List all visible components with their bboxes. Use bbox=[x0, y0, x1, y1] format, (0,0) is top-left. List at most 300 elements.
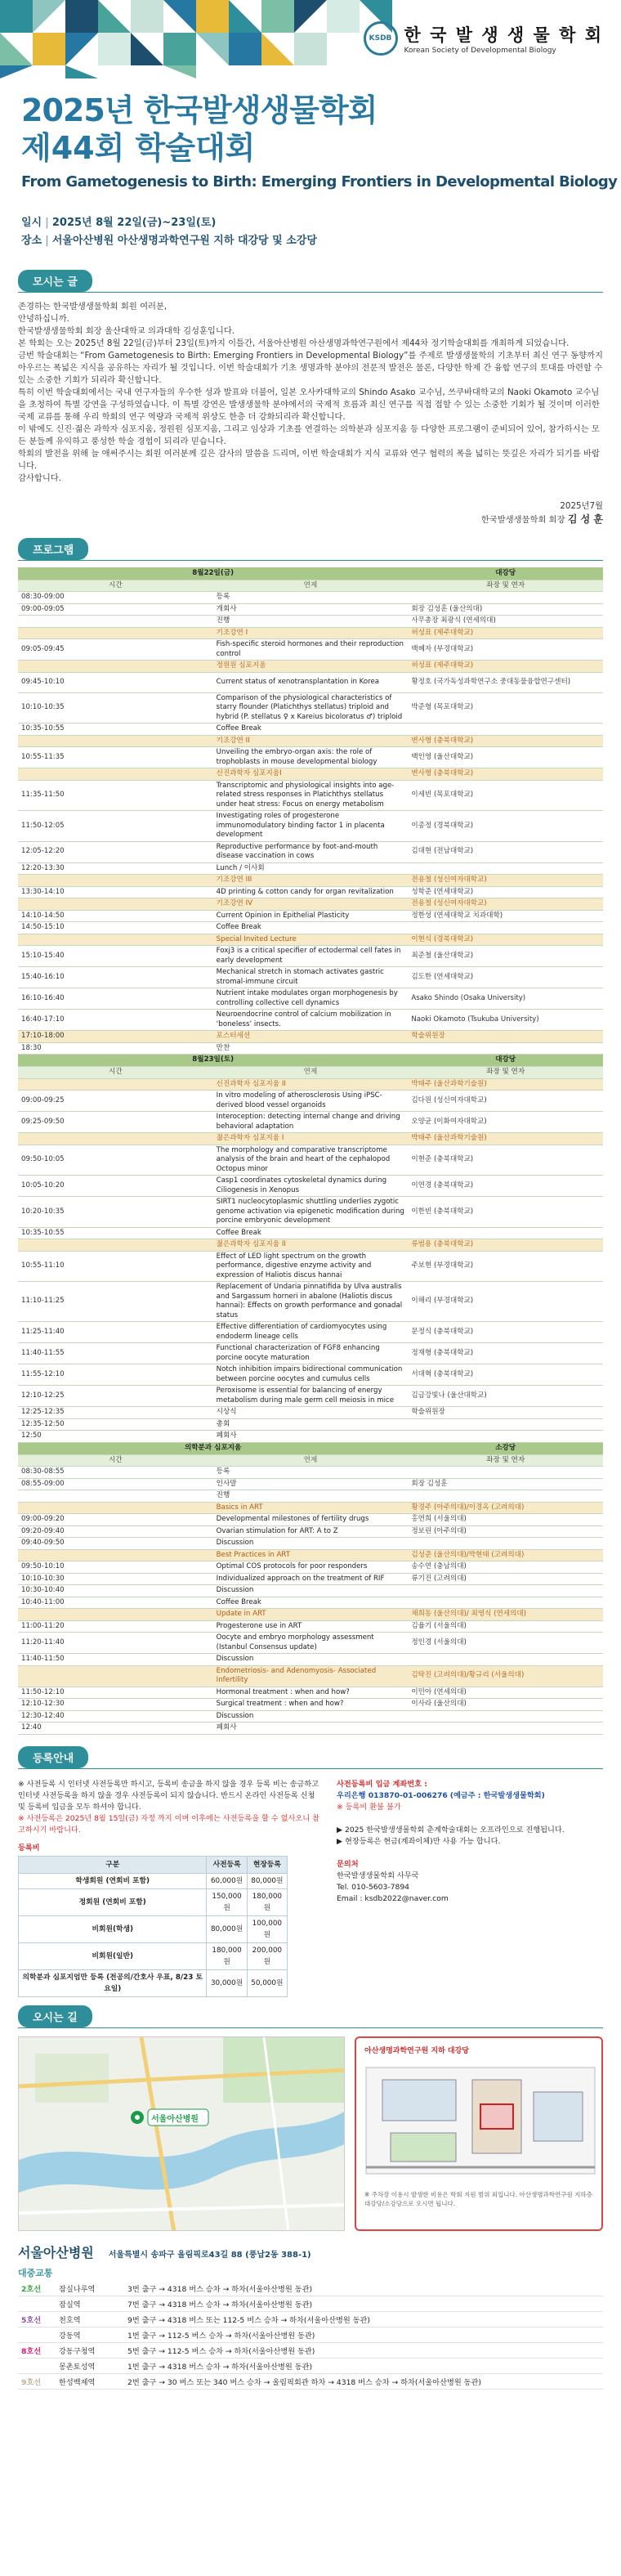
sign-date: 2025년7월 bbox=[560, 501, 603, 511]
speaker-cell: 홍연희 (서울의대) bbox=[408, 1514, 603, 1526]
title-cell: Investigating roles of progesterone immunomodulatory binding factor 1 in placenta development bbox=[213, 811, 409, 842]
speaker-cell: 이민아 (연세의대) bbox=[408, 1687, 603, 1699]
registration-section bbox=[0, 1746, 621, 2005]
program-row bbox=[18, 747, 603, 768]
time-cell bbox=[18, 875, 213, 887]
time-cell bbox=[18, 627, 213, 639]
fee-category: 의학분과 심포지엄만 등록 (전공의/간호사 우표, 8/23 토요일) bbox=[19, 1969, 207, 1996]
program-title: 프로그램 bbox=[18, 538, 88, 560]
route-description: 7번 출구 → 4318 버스 승차 → 하차(서울아산병원 동관) bbox=[124, 2296, 603, 2311]
time-cell: 09:25-09:50 bbox=[18, 1112, 213, 1133]
program-row bbox=[18, 1633, 603, 1654]
time-cell: 10:35-10:55 bbox=[18, 1227, 213, 1239]
title-cell: Notch inhibition impairs bidirectional communication between porcine oocytes and cumulus cells bbox=[213, 1364, 409, 1386]
station-name: 강동구청역 bbox=[56, 2342, 124, 2358]
title-cell: 정원원 심포지움 bbox=[213, 661, 409, 673]
area-map[interactable] bbox=[18, 2036, 345, 2231]
time-cell: 10:55-11:10 bbox=[18, 1251, 213, 1282]
title-cell: 인사말 bbox=[213, 1478, 409, 1490]
offline-note: ▶ 2025 한국발생생물학회 춘계학술대회는 오프라인으로 진행됩니다. bbox=[337, 1825, 565, 1835]
time-cell bbox=[18, 1133, 213, 1145]
time-cell bbox=[18, 934, 213, 946]
time-cell: 10:35-10:55 bbox=[18, 724, 213, 736]
time-cell: 12:50 bbox=[18, 1431, 213, 1443]
day-header-row bbox=[18, 1055, 603, 1067]
title-cell: 개회사 bbox=[213, 603, 409, 616]
program-row bbox=[18, 910, 603, 922]
greeting-paragraph: 안녕하십니까. bbox=[18, 314, 69, 324]
registration-note: ※ 사전등록 시 인터넷 사전등록만 하시고, 등록비 송금을 하지 않을 경우 등록 비는 송금하고 인터넷 사전등록을 하지 않을 경우 사전등록이 되지 않습니다. 반드시 온라인 사전등록 신청 및 등록비 입금을 모두 하셔야 합니다. bbox=[18, 1779, 319, 1812]
column-header-row bbox=[18, 1067, 603, 1079]
title-cell: Individualized approach on the treatment of RIF bbox=[213, 1573, 409, 1585]
time-cell: 09:40-09:50 bbox=[18, 1538, 213, 1550]
title-cell: 젊은과학자 심포지움 I bbox=[213, 1133, 409, 1145]
fee-category: 학생회원 (연회비 포함) bbox=[19, 1873, 207, 1888]
fee-category: 비회원(일반) bbox=[19, 1942, 207, 1969]
program-row bbox=[18, 1723, 603, 1735]
speaker-cell: 성학준 (연세대학교) bbox=[408, 886, 603, 898]
time-cell: 11:50-12:10 bbox=[18, 1687, 213, 1699]
title-cell: Update in ART bbox=[213, 1609, 409, 1621]
col-title: 연제 bbox=[213, 580, 409, 592]
title-cell: Mechanical stretch in stomach activates gastric stromal-immune circuit bbox=[213, 967, 409, 988]
onsite-note: ▶ 현장등록은 현금(계좌이체)만 사용 가능 합니다. bbox=[337, 1836, 501, 1846]
program-row bbox=[18, 841, 603, 862]
program-row bbox=[18, 1478, 603, 1490]
place-label: 장소 bbox=[21, 235, 42, 247]
title-cell: 기조강연 IV bbox=[213, 898, 409, 911]
speaker-cell: 정인경 (서울의대) bbox=[408, 1633, 603, 1654]
speaker-cell: 김성준 (울산의대)/박현태 (고려의대) bbox=[408, 1549, 603, 1561]
speaker-cell bbox=[408, 1723, 603, 1735]
account-title: 사전등록비 입금 계좌번호 : bbox=[337, 1779, 427, 1789]
campus-drawing bbox=[358, 2059, 603, 2182]
route-description: 9번 출구 → 4318 버스 또는 112-5 버스 승차 → 하차(서울아산병원 동관) bbox=[124, 2311, 603, 2327]
room-label: 소강당 bbox=[408, 1442, 603, 1454]
title-cell: 등록 bbox=[213, 1467, 409, 1479]
program-row bbox=[18, 988, 603, 1010]
time-cell: 11:55-12:10 bbox=[18, 1364, 213, 1386]
logo-mark-icon: KSDB bbox=[364, 21, 398, 56]
title-cell: Interoception: detecting internal change and driving behavioral adaptation bbox=[213, 1112, 409, 1133]
hospital-name: 서울아산병원 bbox=[18, 2244, 94, 2260]
speaker-cell bbox=[408, 1431, 603, 1443]
station-name: 천호역 bbox=[56, 2311, 124, 2327]
contact-org: 한국발생생물학회 사무국 bbox=[337, 1870, 419, 1880]
time-cell: 08:30-09:00 bbox=[18, 592, 213, 604]
title-cell: In vitro modeling of atherosclerosis Using iPSC-derived blood vessel organoids bbox=[213, 1091, 409, 1112]
title-line2: 제44회 학술대회 bbox=[21, 130, 256, 166]
time-cell: 17:10-18:00 bbox=[18, 1031, 213, 1043]
fee-header-cell: 구분 bbox=[19, 1856, 207, 1873]
transport-row bbox=[18, 2342, 603, 2358]
greeting-paragraph: 존경하는 한국발생생물학회 회원 여러분, bbox=[18, 302, 168, 311]
speaker-cell bbox=[408, 1654, 603, 1666]
station-name: 한성백제역 bbox=[56, 2373, 124, 2389]
title-cell: Fish-specific steroid hormones and their reproduction control bbox=[213, 639, 409, 661]
time-cell: 12:35-12:50 bbox=[18, 1418, 213, 1431]
speaker-cell bbox=[408, 1585, 603, 1597]
mosaic-decoration bbox=[0, 0, 425, 78]
fee-amount: 50,000원 bbox=[247, 1969, 287, 1996]
speaker-cell bbox=[408, 1538, 603, 1550]
title-cell: 포스터세션 bbox=[213, 1031, 409, 1043]
title-cell: Hormonal treatment : when and how? bbox=[213, 1687, 409, 1699]
time-cell: 09:20-09:40 bbox=[18, 1525, 213, 1538]
session-row bbox=[18, 1031, 603, 1043]
society-logo bbox=[364, 21, 603, 56]
greeting-body bbox=[0, 293, 621, 538]
speaker-cell: 전용철 (성신여자대학교) bbox=[408, 875, 603, 887]
speaker-cell: 이현준 (충북대학교) bbox=[408, 1145, 603, 1176]
time-cell: 10:30-10:40 bbox=[18, 1585, 213, 1597]
time-cell: 12:40 bbox=[18, 1723, 213, 1735]
time-cell: 15:40-16:10 bbox=[18, 967, 213, 988]
time-cell bbox=[18, 616, 213, 628]
time-cell: 09:50-10:05 bbox=[18, 1145, 213, 1176]
fee-amount: 200,000원 bbox=[247, 1942, 287, 1969]
time-cell: 14:10-14:50 bbox=[18, 910, 213, 922]
speaker-cell bbox=[408, 1418, 603, 1431]
speaker-cell bbox=[408, 1597, 603, 1609]
transport-row bbox=[18, 2373, 603, 2389]
title-cell: Reproductive performance by foot-and-mouth disease vaccination in cows bbox=[213, 841, 409, 862]
session-row bbox=[18, 735, 603, 747]
session-row bbox=[18, 898, 603, 911]
time-cell: 10:10-10:30 bbox=[18, 1573, 213, 1585]
time-cell: 12:10-12:30 bbox=[18, 1699, 213, 1711]
fee-amount: 80,000원 bbox=[207, 1915, 247, 1942]
title-cell: Transcriptomic and physiological insights into age-related stress responses in Platichthys stellatus under heat stress: Focus on energy metabolism bbox=[213, 780, 409, 811]
title-cell: Developmental milestones of fertility drugs bbox=[213, 1514, 409, 1526]
station-name: 강동역 bbox=[56, 2327, 124, 2342]
title-cell: Unveiling the embryo-organ axis: the role of trophoblasts in mouse developmental biology bbox=[213, 747, 409, 768]
program-row bbox=[18, 1585, 603, 1597]
greeting-paragraph: 이 밖에도 신진·젊은 과학자 심포지움, 정원원 심포지움, 그리고 임상과 기초를 연결하는 의학분과 심포지움 등 다양한 프로그램이 준비되어 있어, 참가하시는 모든 분들께 유익하고 풍성한 학술 경험이 되리라 믿습니다. bbox=[18, 424, 600, 446]
hospital-address: 서울특별시 송파구 올림픽로43길 88 (풍납2동 388-1) bbox=[108, 2250, 311, 2260]
col-title: 연제 bbox=[213, 1067, 409, 1079]
fee-row bbox=[19, 1942, 288, 1969]
program-row bbox=[18, 1431, 603, 1443]
route-description: 1번 출구 → 4318 버스 승차 → 하차(서울아산병원 동관) bbox=[124, 2358, 603, 2373]
program-row bbox=[18, 1251, 603, 1282]
fee-row bbox=[19, 1888, 288, 1915]
subway-line bbox=[18, 2296, 56, 2311]
col-time: 시간 bbox=[18, 580, 213, 592]
time-cell: 09:50-10:10 bbox=[18, 1561, 213, 1574]
date-label: 일시 bbox=[21, 217, 42, 229]
greeting-paragraph: 특히 이번 학술대회에서는 국내 연구자들의 우수한 성과 발표와 더불어, 일본 오사카대학교의 Shindo Asako 교수님, 쓰쿠바대학교의 Naoki Okamoto 교수님을 초청하여 특별 강연을 구성하였습니다. 이 특별 강연은 발생생물학 분야에서의 국제적 흐름과 최신 연구를 직접 접할 수 있는 소중한 기회가 될 것이며 이러한 국제 교류를 통해 우리 학회의 연구 역량과 국제적 위상도 한층 더 강화되리라 확신합니다. bbox=[18, 388, 600, 422]
title-cell: Surgical treatment : when and how? bbox=[213, 1699, 409, 1711]
transport-row bbox=[18, 2327, 603, 2342]
route-description: 5번 출구 → 112-5 버스 승차 → 하차(서울아산병원 동관) bbox=[124, 2342, 603, 2358]
contact-title: 문의처 bbox=[337, 1859, 359, 1869]
program-row bbox=[18, 672, 603, 692]
program-row bbox=[18, 1418, 603, 1431]
title-cell: 총회 bbox=[213, 1418, 409, 1431]
time-cell: 12:25-12:35 bbox=[18, 1407, 213, 1419]
time-cell: 18:30 bbox=[18, 1042, 213, 1055]
time-cell: 11:35-11:50 bbox=[18, 780, 213, 811]
registration-deadline: ※ 사전등록은 2025년 8월 15일(금) 자정 까지 이며 이후에는 사전등록을 할 수 없사오니 참고하시기 바랍니다. bbox=[18, 1813, 319, 1835]
title-cell: 진행 bbox=[213, 1490, 409, 1503]
title-cell: Endometriosis- and Adenomyosis- Associated Infertility bbox=[213, 1665, 409, 1687]
program-row bbox=[18, 1710, 603, 1723]
greeting-paragraph: 금번 학술대회는 “From Gametogenesis to Birth: Emerging Frontiers in Developmental Biology”를 주제로 발생생물학의 기초부터 최신 연구 동향까지 아우르는 폭넓은 지식을 공유하는 자리가 될 것입니다. 이번 학술대회가 기초 생명과학 분야의 전문적 발전은 물론, 다양한 학제 간 융합 연구의 토대를 마련할 수 있는 소중한 기회가 되리라 확신합니다. bbox=[18, 351, 603, 385]
time-cell bbox=[18, 735, 213, 747]
speaker-cell: 오양균 (이화여자대학교) bbox=[408, 1112, 603, 1133]
title-cell: Special Invited Lecture bbox=[213, 934, 409, 946]
speaker-cell bbox=[408, 1490, 603, 1503]
session-row bbox=[18, 1665, 603, 1687]
program-row bbox=[18, 1597, 603, 1609]
directions-title: 오시는 길 bbox=[18, 2005, 92, 2027]
greeting-paragraph: 학회의 발전을 위해 늘 애써주시는 회원 여러분께 깊은 감사의 말씀을 드리며, 이번 학술대회가 지식 교류와 연구 협력의 폭을 넓히는 뜻깊은 자리가 되기를 바랍니다. bbox=[18, 449, 600, 471]
campus-note: ※ 주차장 이용시 발생한 비용은 학회 지원 범위 외입니다. 아산생명과학연구원 지하층 대강당/소강당으로 오시면 됩니다. bbox=[364, 2190, 592, 2207]
title-line1: 2025년 한국발생생물학회 bbox=[21, 92, 378, 128]
time-cell: 13:30-14:10 bbox=[18, 886, 213, 898]
speaker-cell: 최준철 (울산대학교) bbox=[408, 946, 603, 967]
speaker-cell: 송수연 (충남의대) bbox=[408, 1561, 603, 1574]
account-number: 우리은행 013870-01-006276 bbox=[337, 1790, 448, 1800]
title-cell: Discussion bbox=[213, 1585, 409, 1597]
speaker-cell: 전용철 (성신여자대학교) bbox=[408, 898, 603, 911]
title-cell: Coffee Break bbox=[213, 724, 409, 736]
speaker-cell: 학술위원장 bbox=[408, 1031, 603, 1043]
speaker-cell: 회장 김성훈 bbox=[408, 1478, 603, 1490]
title-cell: 신진과학자 심포지움I bbox=[213, 768, 409, 781]
fee-header-cell: 현장등록 bbox=[247, 1856, 287, 1873]
session-row bbox=[18, 1078, 603, 1091]
title-cell: Best Practices in ART bbox=[213, 1549, 409, 1561]
program-row bbox=[18, 592, 603, 604]
program-row bbox=[18, 1322, 603, 1343]
station-name: 몽촌토성역 bbox=[56, 2358, 124, 2373]
title-cell: Discussion bbox=[213, 1654, 409, 1666]
route-description: 1번 출구 → 112-5 버스 승차 → 하차(서울아산병원 동관) bbox=[124, 2327, 603, 2342]
date-value: 2025년 8월 22일(금)~23일(토) bbox=[51, 217, 217, 229]
title-cell: 신진과학자 심포지움 II bbox=[213, 1078, 409, 1091]
contact-email[interactable]: Email : ksdb2022@naver.com bbox=[337, 1893, 449, 1903]
program-row bbox=[18, 946, 603, 967]
program-row bbox=[18, 1620, 603, 1633]
speaker-cell: 박준형 (목포대학교) bbox=[408, 692, 603, 724]
room-label: 대강당 bbox=[408, 1055, 603, 1067]
program-row bbox=[18, 1386, 603, 1407]
session-row bbox=[18, 1133, 603, 1145]
program-row bbox=[18, 1525, 603, 1538]
transport-row bbox=[18, 2311, 603, 2327]
speaker-cell: 황경주 (아주의대)/이경옥 (고려의대) bbox=[408, 1502, 603, 1514]
fee-amount: 100,000원 bbox=[247, 1915, 287, 1942]
campus-map[interactable] bbox=[355, 2036, 603, 2231]
day-header-row bbox=[18, 567, 603, 580]
col-time: 시간 bbox=[18, 1454, 213, 1467]
program-row bbox=[18, 1538, 603, 1550]
day-header-row bbox=[18, 1442, 603, 1454]
title-cell: Comparison of the physiological characteristics of starry flounder (Platichthys stellatus) triploid and hybrid (P. stellatus ♀ x Kareius bicoloratus ♂) triploid bbox=[213, 692, 409, 724]
subway-line: 2호선 bbox=[18, 2281, 56, 2296]
title-cell: 등록 bbox=[213, 592, 409, 604]
program-row bbox=[18, 862, 603, 875]
session-row bbox=[18, 1549, 603, 1561]
program-row bbox=[18, 1091, 603, 1112]
time-cell: 09:00-09:05 bbox=[18, 603, 213, 616]
time-cell: 08:30-08:55 bbox=[18, 1467, 213, 1479]
time-cell bbox=[18, 1502, 213, 1514]
title-cell: 기조강연 III bbox=[213, 875, 409, 887]
fee-amount: 30,000원 bbox=[207, 1969, 247, 1996]
speaker-cell: 김금강빛나 (울산대학교) bbox=[408, 1386, 603, 1407]
title-cell: Coffee Break bbox=[213, 1597, 409, 1609]
time-cell: 11:10-11:25 bbox=[18, 1282, 213, 1322]
time-cell: 14:50-15:10 bbox=[18, 922, 213, 934]
session-row bbox=[18, 934, 603, 946]
title-cell: 폐회사 bbox=[213, 1723, 409, 1735]
program-row bbox=[18, 724, 603, 736]
time-cell bbox=[18, 1549, 213, 1561]
title-cell: Foxj3 is a critical specifier of ectodermal cell fates in early development bbox=[213, 946, 409, 967]
speaker-cell: 이사라 (울산의대) bbox=[408, 1699, 603, 1711]
event-info: 일시 | 2025년 8월 22일(금)~23일(토) 장소 | 서울아산병원 아산생명과학연구원 지하 대강당 및 소강당 bbox=[21, 217, 317, 247]
fee-category: 정회원 (연회비 포함) bbox=[19, 1888, 207, 1915]
speaker-cell bbox=[408, 724, 603, 736]
program-row bbox=[18, 811, 603, 842]
logo-english: Korean Society of Developmental Biology bbox=[404, 47, 556, 55]
speaker-cell bbox=[408, 1227, 603, 1239]
time-cell: 09:45-10:10 bbox=[18, 672, 213, 692]
subway-line bbox=[18, 2327, 56, 2342]
speaker-cell: 정한성 (연세대학교 치과대학) bbox=[408, 910, 603, 922]
map-label: 서울아산병원 bbox=[151, 2114, 199, 2124]
session-row bbox=[18, 1609, 603, 1621]
greeting-paragraph: 본 학회는 오는 2025년 8월 22일(금)부터 23일(토)까지 이틀간, 서울아산병원 아산생명과학연구원에서 제44차 정기학술대회를 개최하게 되었습니다. bbox=[18, 338, 570, 348]
fee-amount: 60,000원 bbox=[207, 1873, 247, 1888]
program-section bbox=[0, 538, 621, 1735]
time-cell: 09:00-09:25 bbox=[18, 1091, 213, 1112]
speaker-cell bbox=[408, 592, 603, 604]
speaker-cell: 이현식 (경북대학교) bbox=[408, 934, 603, 946]
speaker-cell: 변사형 (충북대학교) bbox=[408, 735, 603, 747]
speaker-cell: Naoki Okamoto (Tsukuba University) bbox=[408, 1010, 603, 1031]
title-cell: Discussion bbox=[213, 1538, 409, 1550]
day-label: 의학분과 심포지움 bbox=[18, 1442, 408, 1454]
speaker-cell: 김탁진 (고려의대)/황규리 (서울의대) bbox=[408, 1665, 603, 1687]
speaker-cell: 이종정 (경북대학교) bbox=[408, 811, 603, 842]
fee-category: 비회원(학생) bbox=[19, 1915, 207, 1942]
time-cell: 11:40-11:50 bbox=[18, 1654, 213, 1666]
time-cell bbox=[18, 768, 213, 781]
place-value: 서울아산병원 아산생명과학연구원 지하 대강당 및 소강당 bbox=[51, 235, 317, 247]
time-cell: 10:55-11:35 bbox=[18, 747, 213, 768]
title-cell: 기조강연 I bbox=[213, 627, 409, 639]
time-cell: 12:20-13:30 bbox=[18, 862, 213, 875]
title-cell: Ovarian stimulation for ART: A to Z bbox=[213, 1525, 409, 1538]
speaker-cell: 백인영 (울산대학교) bbox=[408, 747, 603, 768]
station-name: 잠실나루역 bbox=[56, 2281, 124, 2296]
speaker-cell: 이해리 (부경대학교) bbox=[408, 1282, 603, 1322]
speaker-cell bbox=[408, 1467, 603, 1479]
fee-amount: 180,000원 bbox=[247, 1888, 287, 1915]
title-cell: Oocyte and embryo morphology assessment (Istanbul Consensus update) bbox=[213, 1633, 409, 1654]
refund-note: ※ 등록비 환불 불가 bbox=[337, 1802, 401, 1812]
time-cell: 11:25-11:40 bbox=[18, 1322, 213, 1343]
time-cell: 11:20-11:40 bbox=[18, 1633, 213, 1654]
fee-amount: 80,000원 bbox=[247, 1873, 287, 1888]
title-cell: Discussion bbox=[213, 1710, 409, 1723]
program-row bbox=[18, 1145, 603, 1176]
session-row bbox=[18, 661, 603, 673]
title-cell: 젊은과학자 심포지움 II bbox=[213, 1239, 409, 1252]
directions-section bbox=[0, 2005, 621, 2236]
time-cell: 12:10-12:25 bbox=[18, 1386, 213, 1407]
transport-row bbox=[18, 2358, 603, 2373]
title-cell: Neuroendocrine control of calcium mobilization in ‘boneless’ insects. bbox=[213, 1010, 409, 1031]
day-label: 8월22일(금) bbox=[18, 567, 408, 580]
speaker-cell bbox=[408, 1042, 603, 1055]
speaker-cell: 허성표 (제주대학교) bbox=[408, 661, 603, 673]
fee-row bbox=[19, 1969, 288, 1996]
program-row bbox=[18, 639, 603, 661]
route-description: 3번 출구 → 4318 버스 승차 → 하차(서울아산병원 동관) bbox=[124, 2281, 603, 2296]
title-cell: Progesterone use in ART bbox=[213, 1620, 409, 1633]
program-row bbox=[18, 1654, 603, 1666]
title-cell: 4D printing & cotton candy for organ revitalization bbox=[213, 886, 409, 898]
program-row bbox=[18, 1010, 603, 1031]
speaker-cell: 이연경 (충북대학교) bbox=[408, 1176, 603, 1197]
title-cell: Lunch / 이사회 bbox=[213, 862, 409, 875]
speaker-cell: 류범용 (충북대학교) bbox=[408, 1239, 603, 1252]
program-row bbox=[18, 1364, 603, 1386]
signature bbox=[18, 500, 603, 526]
time-cell: 10:20-10:35 bbox=[18, 1197, 213, 1228]
time-cell: 08:55-09:00 bbox=[18, 1478, 213, 1490]
time-cell: 11:50-12:05 bbox=[18, 811, 213, 842]
conference-theme: From Gametogenesis to Birth: Emerging Frontiers in Developmental Biology bbox=[21, 173, 618, 190]
col-speaker: 좌장 및 연자 bbox=[408, 1454, 603, 1467]
route-description: 2번 출구 → 30 버스 또는 340 버스 승차 → 올림픽회관 하차 → 4318 버스 승차 → 하차(서울아산병원 동관) bbox=[124, 2373, 603, 2389]
time-cell: 10:10-10:35 bbox=[18, 692, 213, 724]
subway-line: 5호선 bbox=[18, 2311, 56, 2327]
speaker-cell: 허성표 (제주대학교) bbox=[408, 627, 603, 639]
title-cell: Nutrient intake modulates organ morphogenesis by controlling collective cell dynamics bbox=[213, 988, 409, 1010]
speaker-cell: 문정식 (충북대학교) bbox=[408, 1322, 603, 1343]
day-label: 8월23일(토) bbox=[18, 1055, 408, 1067]
column-header-row bbox=[18, 1454, 603, 1467]
program-row bbox=[18, 1042, 603, 1055]
station-name: 잠실역 bbox=[56, 2296, 124, 2311]
fee-table bbox=[18, 1856, 288, 1997]
time-cell bbox=[18, 898, 213, 911]
title-cell: 진행 bbox=[213, 616, 409, 628]
logo-korean: 한 국 발 생 생 물 학 회 bbox=[404, 25, 603, 45]
speaker-cell: 이세빈 (목포대학교) bbox=[408, 780, 603, 811]
program-row bbox=[18, 1343, 603, 1364]
title-cell: Effect of LED light spectrum on the growth performance, digestive enzyme activity and expression of Haliotis discus hannai bbox=[213, 1251, 409, 1282]
time-cell: 16:40-17:10 bbox=[18, 1010, 213, 1031]
program-row bbox=[18, 603, 603, 616]
title-cell: Current Opinion in Epithelial Plasticity bbox=[213, 910, 409, 922]
program-row bbox=[18, 967, 603, 988]
program-table bbox=[18, 567, 603, 1735]
title-cell: Effective differentiation of cardiomyocytes using endoderm lineage cells bbox=[213, 1322, 409, 1343]
title-cell: Peroxisome is essential for balancing of energy metabolism during male germ cell meiosis in mice bbox=[213, 1386, 409, 1407]
time-cell bbox=[18, 1609, 213, 1621]
session-row bbox=[18, 875, 603, 887]
program-row bbox=[18, 616, 603, 628]
greeting-section bbox=[0, 270, 621, 538]
fee-row bbox=[19, 1915, 288, 1942]
